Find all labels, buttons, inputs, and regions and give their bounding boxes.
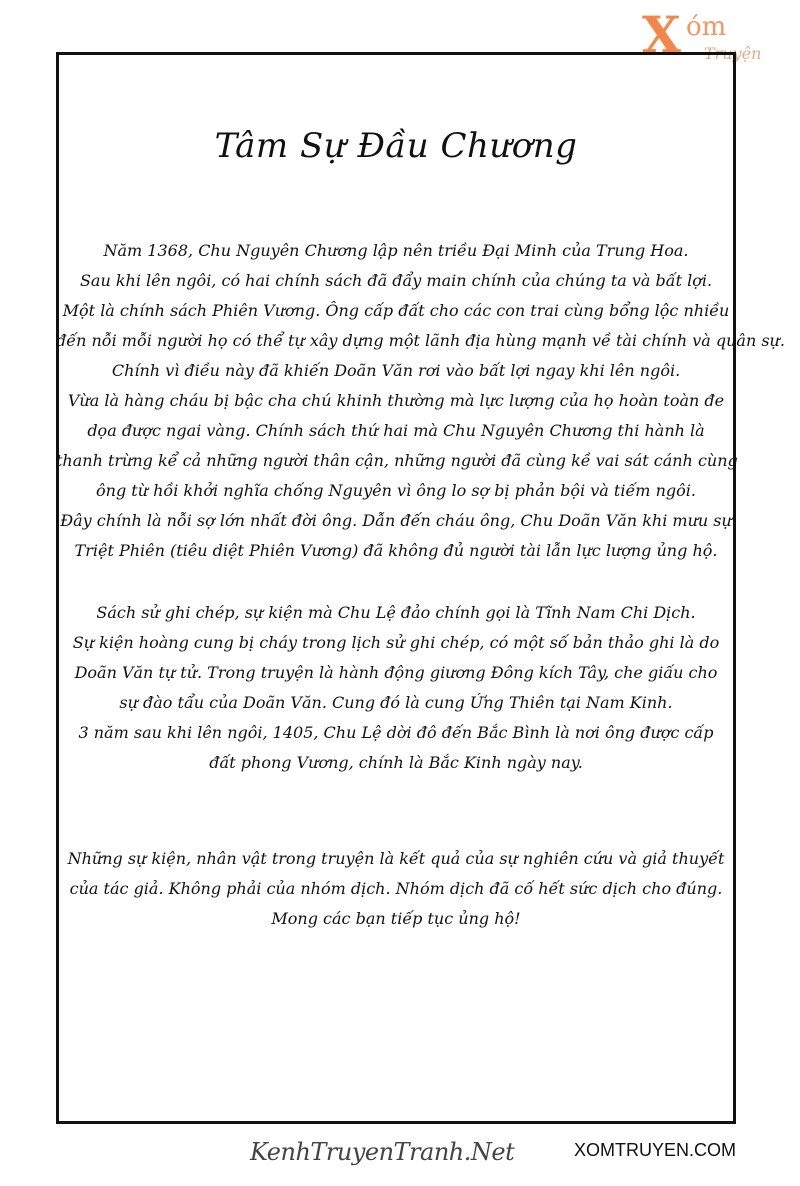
text-line: Sách sử ghi chép, sự kiện mà Chu Lệ đảo chính gọi là Tĩnh Nam Chi Dịch. xyxy=(96,603,696,622)
text-line: thanh trừng kể cả những người thân cận, những người đã cùng kề vai sát cánh cùng xyxy=(56,451,738,470)
watermark-kenhtruyentranh: KenhTruyenTranh.Net xyxy=(250,1138,515,1166)
text-line: Chính vì điều này đã khiến Doãn Văn rơi vào bất lợi ngay khi lên ngôi. xyxy=(111,361,681,380)
logo-letters-om: óm xyxy=(686,12,727,42)
text-line: ông từ hồi khởi nghĩa chống Nguyên vì ông lo sợ bị phản bội và tiếm ngôi. xyxy=(96,481,696,500)
text-line: của tác giả. Không phải của nhóm dịch. Nhóm dịch đã cố hết sức dịch cho đúng. xyxy=(69,879,723,898)
text-line: Mong các bạn tiếp tục ủng hộ! xyxy=(271,909,521,928)
logo-letter-x: X xyxy=(642,5,681,64)
text-line: sự đào tẩu của Doãn Văn. Cung đó là cung Ứng Thiên tại Nam Kinh. xyxy=(119,693,673,712)
text-line: Đây chính là nỗi sợ lớn nhất đời ông. Dẫn đến cháu ông, Chu Doãn Văn khi mưu sự xyxy=(60,511,732,530)
paragraph-translator-note xyxy=(56,844,736,934)
text-line: đến nỗi mỗi người họ có thể tự xây dựng một lãnh địa hùng mạnh về tài chính và quân sự. xyxy=(56,331,785,350)
watermark-xomtruyen: XOMTRUYEN.COM xyxy=(574,1140,736,1160)
text-line: Những sự kiện, nhân vật trong truyện là kết quả của sự nghiên cứu và giả thuyết xyxy=(67,849,725,868)
text-line: dọa được ngai vàng. Chính sách thứ hai mà Chu Nguyên Chương thi hành là xyxy=(87,421,705,440)
paragraph-history-intro xyxy=(56,236,785,566)
text-line: Doãn Văn tự tử. Trong truyện là hành động giương Đông kích Tây, che giấu cho xyxy=(74,663,718,682)
page-title: Tâm Sự Đầu Chương xyxy=(214,126,578,166)
text-line: 3 năm sau khi lên ngôi, 1405, Chu Lệ dời đô đến Bắc Bình là nơi ông được cấp xyxy=(78,723,714,742)
text-line: Sau khi lên ngôi, có hai chính sách đã đẩy main chính của chúng ta và bất lợi. xyxy=(79,271,713,290)
text-line: Một là chính sách Phiên Vương. Ông cấp đất cho các con trai cùng bổng lộc nhiều xyxy=(62,301,730,320)
text-line: Triệt Phiên (tiêu diệt Phiên Vương) đã không đủ người tài lẫn lực lượng ủng hộ. xyxy=(74,541,718,560)
paragraph-coup-event xyxy=(56,598,736,778)
text-line: Vừa là hàng cháu bị bậc cha chú khinh thường mà lực lượng của họ hoàn toàn đe xyxy=(67,391,725,410)
text-line: đất phong Vương, chính là Bắc Kinh ngày nay. xyxy=(209,753,583,772)
logo-word-truyen: Truyện xyxy=(704,44,762,63)
text-line: Năm 1368, Chu Nguyên Chương lập nên triều Đại Minh của Trung Hoa. xyxy=(103,241,689,260)
text-line: Sự kiện hoàng cung bị cháy trong lịch sử ghi chép, có một số bản thảo ghi là do xyxy=(72,633,720,652)
